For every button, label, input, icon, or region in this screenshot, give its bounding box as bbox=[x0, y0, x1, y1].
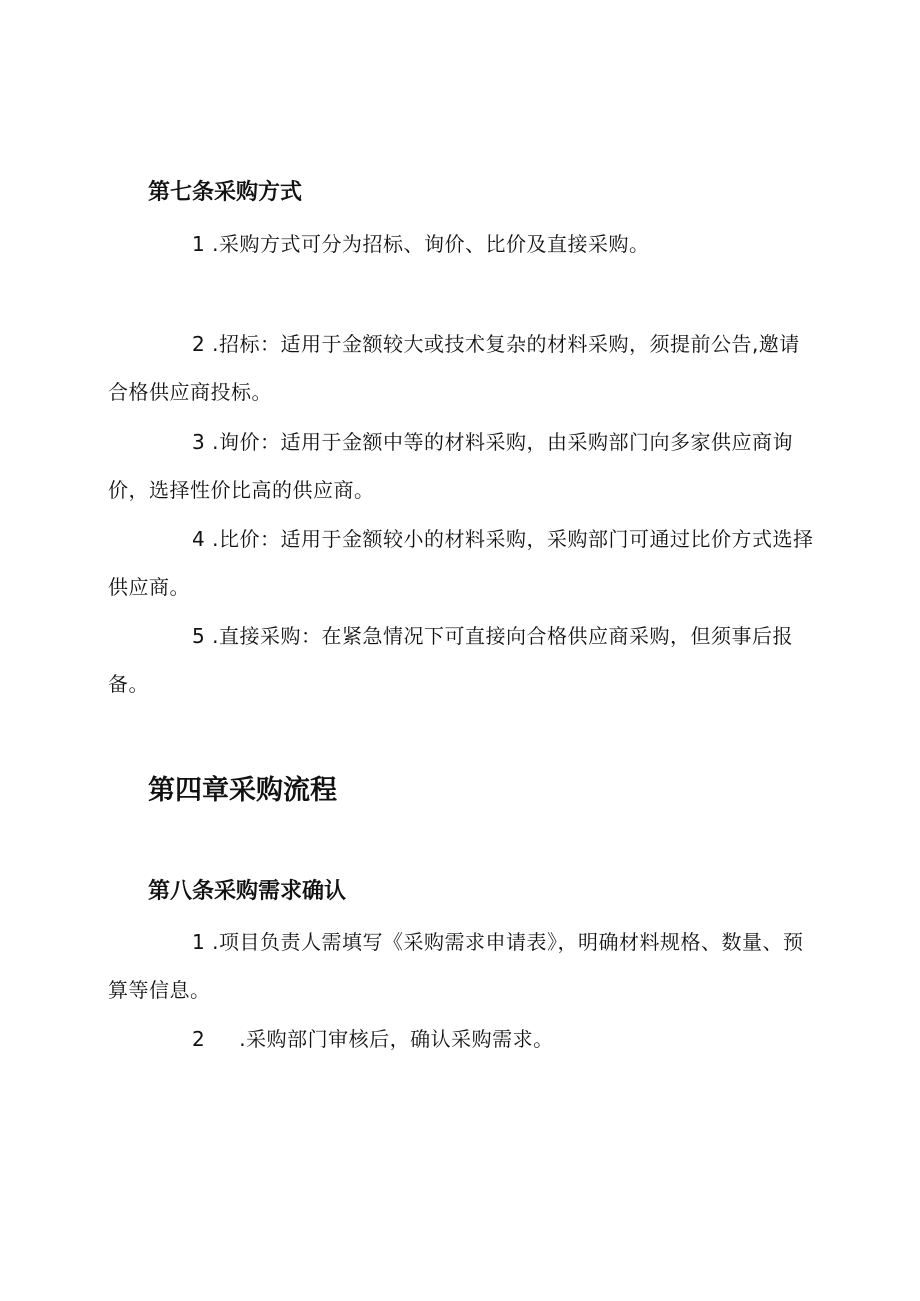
item-text: .比价：适用于金额较小的材料采购，采购部门可通过比价方式选择供应商。 bbox=[108, 527, 814, 599]
item-text: .采购部门审核后，确认采购需求。 bbox=[239, 1027, 554, 1051]
section-7-item-4 bbox=[108, 515, 816, 611]
item-number: 2 bbox=[192, 332, 206, 356]
item-number: 4 bbox=[192, 527, 206, 551]
section-8-title: 第八条采购需求确认 bbox=[148, 879, 347, 904]
section-7-item-1 bbox=[108, 220, 816, 268]
item-text: .采购方式可分为招标、询价、比价及直接采购。 bbox=[212, 232, 650, 256]
chapter-4-title: 第四章采购流程 bbox=[148, 775, 337, 806]
section-7-item-5 bbox=[108, 612, 816, 708]
item-number: 3 bbox=[192, 430, 206, 454]
item-text: .直接采购：在紧急情况下可直接向合格供应商采购，但须事后报备。 bbox=[108, 624, 793, 696]
item-number: 1 bbox=[192, 930, 206, 954]
item-text: .招标：适用于金额较大或技术复杂的材料采购，须提前公告,邀请合格供应商投标。 bbox=[108, 332, 800, 404]
item-text: .询价：适用于金额中等的材料采购，由采购部门向多家供应商询价，选择性价比高的供应商。 bbox=[108, 430, 793, 502]
item-number: 2 bbox=[192, 1027, 206, 1051]
section-7-title: 第七条采购方式 bbox=[148, 180, 303, 205]
section-8-item-1 bbox=[108, 918, 816, 1014]
item-number: 5 bbox=[192, 624, 206, 648]
section-7-item-2 bbox=[108, 320, 816, 416]
item-number: 1 bbox=[192, 232, 206, 256]
section-8-item-2 bbox=[108, 1015, 816, 1063]
item-text: .项目负责人需填写《采购需求申请表》，明确材料规格、数量、预算等信息。 bbox=[108, 930, 804, 1002]
section-7-item-3 bbox=[108, 418, 816, 514]
